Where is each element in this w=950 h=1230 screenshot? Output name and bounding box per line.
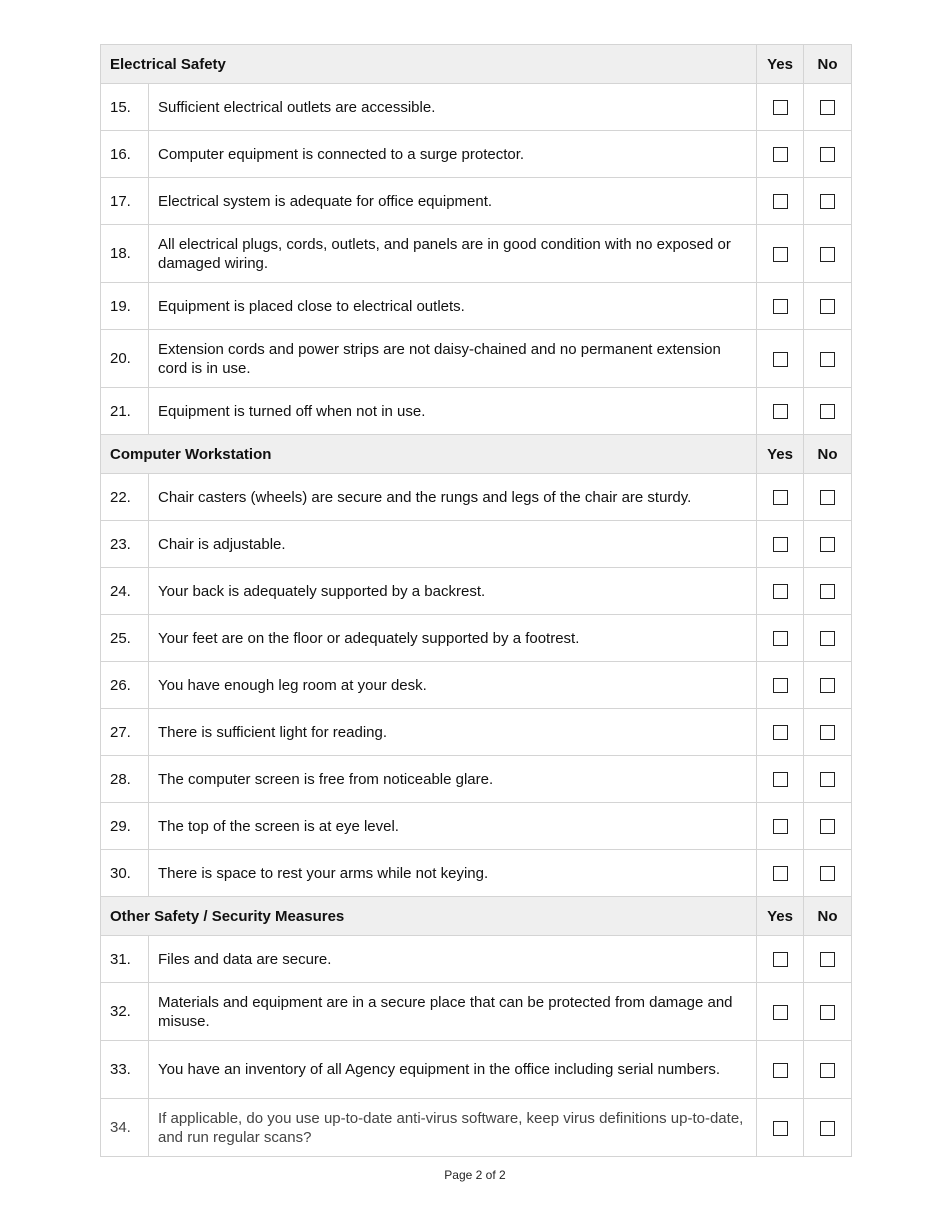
page-number-footer: Page 2 of 2 bbox=[444, 1168, 506, 1182]
item-number: 24. bbox=[101, 568, 149, 615]
yes-checkbox[interactable] bbox=[773, 584, 788, 599]
item-number: 30. bbox=[101, 850, 149, 897]
checklist-row-16 bbox=[101, 131, 852, 178]
yes-checkbox[interactable] bbox=[773, 100, 788, 115]
no-checkbox[interactable] bbox=[820, 352, 835, 367]
checklist-row-25 bbox=[101, 615, 852, 662]
no-column-header: No bbox=[804, 45, 852, 84]
safety-checklist-table bbox=[100, 44, 852, 1157]
item-text: You have an inventory of all Agency equipment in the office including serial numbers. bbox=[149, 1041, 757, 1099]
no-checkbox[interactable] bbox=[820, 772, 835, 787]
yes-checkbox[interactable] bbox=[773, 631, 788, 646]
section-header-electrical-safety bbox=[101, 45, 852, 84]
checklist-row-22 bbox=[101, 474, 852, 521]
no-checkbox[interactable] bbox=[820, 490, 835, 505]
item-text: Sufficient electrical outlets are accessible. bbox=[149, 84, 757, 131]
item-number: 19. bbox=[101, 283, 149, 330]
yes-checkbox[interactable] bbox=[773, 194, 788, 209]
item-text: Equipment is turned off when not in use. bbox=[149, 388, 757, 435]
no-checkbox[interactable] bbox=[820, 404, 835, 419]
checklist-row-23 bbox=[101, 521, 852, 568]
yes-checkbox[interactable] bbox=[773, 678, 788, 693]
item-number: 27. bbox=[101, 709, 149, 756]
item-text: Materials and equipment are in a secure place that can be protected from damage and misuse. bbox=[149, 983, 757, 1041]
no-column-header: No bbox=[804, 897, 852, 936]
no-checkbox[interactable] bbox=[820, 100, 835, 115]
checklist-row-21 bbox=[101, 388, 852, 435]
section-header-computer-workstation bbox=[101, 435, 852, 474]
item-number: 33. bbox=[101, 1041, 149, 1099]
no-checkbox[interactable] bbox=[820, 678, 835, 693]
no-checkbox[interactable] bbox=[820, 247, 835, 262]
checklist-row-15 bbox=[101, 84, 852, 131]
item-number: 21. bbox=[101, 388, 149, 435]
item-number: 18. bbox=[101, 225, 149, 283]
item-text: Your back is adequately supported by a backrest. bbox=[149, 568, 757, 615]
item-number: 17. bbox=[101, 178, 149, 225]
no-checkbox[interactable] bbox=[820, 819, 835, 834]
yes-checkbox[interactable] bbox=[773, 490, 788, 505]
yes-checkbox[interactable] bbox=[773, 352, 788, 367]
no-checkbox[interactable] bbox=[820, 584, 835, 599]
item-number: 23. bbox=[101, 521, 149, 568]
no-checkbox[interactable] bbox=[820, 147, 835, 162]
checklist-row-31 bbox=[101, 936, 852, 983]
yes-checkbox[interactable] bbox=[773, 772, 788, 787]
checklist-page bbox=[100, 44, 851, 1157]
item-text: Electrical system is adequate for office equipment. bbox=[149, 178, 757, 225]
item-text: You have enough leg room at your desk. bbox=[149, 662, 757, 709]
section-title: Computer Workstation bbox=[101, 435, 757, 474]
checklist-row-17 bbox=[101, 178, 852, 225]
checklist-row-28 bbox=[101, 756, 852, 803]
no-checkbox[interactable] bbox=[820, 1121, 835, 1136]
yes-column-header: Yes bbox=[757, 897, 804, 936]
item-text: Chair is adjustable. bbox=[149, 521, 757, 568]
yes-checkbox[interactable] bbox=[773, 866, 788, 881]
yes-checkbox[interactable] bbox=[773, 247, 788, 262]
item-text: There is sufficient light for reading. bbox=[149, 709, 757, 756]
no-checkbox[interactable] bbox=[820, 631, 835, 646]
yes-checkbox[interactable] bbox=[773, 537, 788, 552]
item-number: 20. bbox=[101, 330, 149, 388]
yes-checkbox[interactable] bbox=[773, 147, 788, 162]
item-number: 29. bbox=[101, 803, 149, 850]
item-text: All electrical plugs, cords, outlets, and panels are in good condition with no exposed or damaged wiring. bbox=[149, 225, 757, 283]
item-number: 32. bbox=[101, 983, 149, 1041]
yes-checkbox[interactable] bbox=[773, 404, 788, 419]
item-number: 22. bbox=[101, 474, 149, 521]
checklist-row-33 bbox=[101, 1041, 852, 1099]
checklist-row-26 bbox=[101, 662, 852, 709]
item-number: 25. bbox=[101, 615, 149, 662]
no-checkbox[interactable] bbox=[820, 1005, 835, 1020]
item-number: 34. bbox=[101, 1099, 149, 1157]
no-checkbox[interactable] bbox=[820, 537, 835, 552]
checklist-row-20 bbox=[101, 330, 852, 388]
no-checkbox[interactable] bbox=[820, 194, 835, 209]
checklist-row-30 bbox=[101, 850, 852, 897]
item-number: 28. bbox=[101, 756, 149, 803]
section-title: Electrical Safety bbox=[101, 45, 757, 84]
item-text: Equipment is placed close to electrical outlets. bbox=[149, 283, 757, 330]
section-header-other-safety-security bbox=[101, 897, 852, 936]
item-number: 26. bbox=[101, 662, 149, 709]
no-column-header: No bbox=[804, 435, 852, 474]
item-text: Extension cords and power strips are not daisy-chained and no permanent extension cord is in use. bbox=[149, 330, 757, 388]
yes-checkbox[interactable] bbox=[773, 952, 788, 967]
item-text: Files and data are secure. bbox=[149, 936, 757, 983]
item-number: 31. bbox=[101, 936, 149, 983]
item-number: 15. bbox=[101, 84, 149, 131]
no-checkbox[interactable] bbox=[820, 299, 835, 314]
checklist-row-32 bbox=[101, 983, 852, 1041]
yes-checkbox[interactable] bbox=[773, 819, 788, 834]
no-checkbox[interactable] bbox=[820, 725, 835, 740]
section-title: Other Safety / Security Measures bbox=[101, 897, 757, 936]
item-number: 16. bbox=[101, 131, 149, 178]
checklist-row-34 bbox=[101, 1099, 852, 1157]
no-checkbox[interactable] bbox=[820, 1063, 835, 1078]
item-text: The top of the screen is at eye level. bbox=[149, 803, 757, 850]
no-checkbox[interactable] bbox=[820, 952, 835, 967]
yes-checkbox[interactable] bbox=[773, 725, 788, 740]
item-text: Computer equipment is connected to a surge protector. bbox=[149, 131, 757, 178]
yes-checkbox[interactable] bbox=[773, 1063, 788, 1078]
checklist-row-18 bbox=[101, 225, 852, 283]
yes-checkbox[interactable] bbox=[773, 1121, 788, 1136]
yes-checkbox[interactable] bbox=[773, 299, 788, 314]
item-text: There is space to rest your arms while not keying. bbox=[149, 850, 757, 897]
item-text: If applicable, do you use up-to-date anti-virus software, keep virus definitions up-to-date, and run regular scans? bbox=[149, 1099, 757, 1157]
checklist-row-27 bbox=[101, 709, 852, 756]
checklist-row-19 bbox=[101, 283, 852, 330]
checklist-row-24 bbox=[101, 568, 852, 615]
checklist-row-29 bbox=[101, 803, 852, 850]
item-text: The computer screen is free from noticeable glare. bbox=[149, 756, 757, 803]
no-checkbox[interactable] bbox=[820, 866, 835, 881]
item-text: Your feet are on the floor or adequately supported by a footrest. bbox=[149, 615, 757, 662]
item-text: Chair casters (wheels) are secure and the rungs and legs of the chair are sturdy. bbox=[149, 474, 757, 521]
yes-checkbox[interactable] bbox=[773, 1005, 788, 1020]
yes-column-header: Yes bbox=[757, 45, 804, 84]
yes-column-header: Yes bbox=[757, 435, 804, 474]
